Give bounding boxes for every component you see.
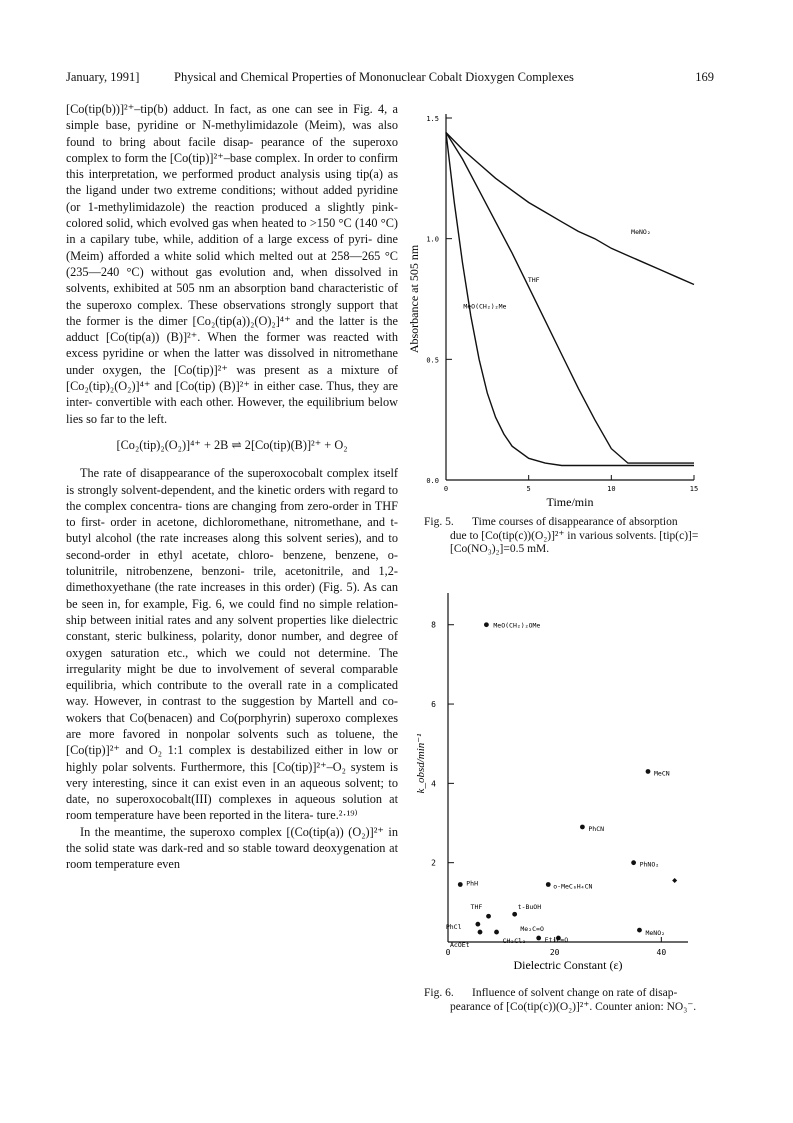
header-date: January, 1991] — [66, 70, 140, 84]
fig6-caption-line-2: pearance of [Co(tip(c))(O₂)]²⁺. Counter anion: NO₃⁻. — [450, 1000, 697, 1013]
text-line: evolved gas when heated to >150 °C (140 °C) in a — [66, 216, 398, 247]
text-line: tip(a) as the ligand under two extreme conditions; — [66, 167, 399, 198]
x-tick-label: 5 — [526, 485, 531, 493]
text-line: toward deoxygenation at room temperature even — [66, 841, 398, 872]
fig6-caption-line-1: Influence of solvent change on rate of disap- — [472, 987, 678, 999]
text-line: low or highly polar solvents. Furthermore, this — [66, 743, 399, 774]
data-point — [546, 882, 551, 887]
data-point — [536, 936, 541, 941]
x-tick-label: 10 — [607, 485, 616, 493]
text-line: room temperature have been reported in the litera- — [66, 808, 314, 823]
running-header — [66, 70, 714, 88]
point-label: MeNO₂ — [645, 929, 666, 938]
series-line — [446, 133, 694, 466]
y-axis-label: Absorbance at 505 nm — [407, 244, 421, 354]
text-line: interpretation, we performed product analysis using — [88, 167, 352, 182]
paragraph-2 — [66, 465, 398, 824]
point-label: THF — [470, 903, 483, 912]
text-line: and, when dissolved in solvents, exhibited at 505 nm — [66, 264, 398, 296]
text-line: [Co(tip) (B)]²⁺ in either case. Thus, they are inter- — [66, 379, 398, 410]
point-label: PhH — [466, 879, 479, 888]
point-label: MeCN — [654, 769, 670, 778]
data-point — [512, 912, 517, 917]
text-line: dine (Meim) afforded a white solid which melted out — [66, 232, 398, 263]
text-line: without added pyridine (or 1-methylimidazole) the — [66, 183, 398, 214]
x-tick-label: 20 — [549, 948, 560, 957]
x-tick-label: 15 — [689, 485, 699, 493]
text-line: was present as a mixture of [Co₂(tip)₂(O₂)]⁴⁺ and — [66, 362, 398, 394]
text-line: (O₂)]²⁺ in the solid state was dark-red and so stable — [66, 824, 398, 856]
text-line: below lies so far to the left. — [66, 395, 398, 426]
text-line: favored in nonpolar solvents such as toluene, the — [122, 726, 398, 741]
text-line: and Co(porphyrin) superoxo complexes are more — [66, 710, 398, 741]
text-line: latter is the adduct [Co(tip(a)) (B)]²⁺. When the former — [66, 313, 398, 345]
point-label: CH₂Cl₂ — [502, 937, 527, 946]
text-line: example, Fig. 6, we could find no simple relation- — [143, 596, 398, 611]
text-line: pearance of the superoxo complex to form the — [66, 134, 398, 165]
text-line: equilibria, which contribute to the overall rate in a — [66, 678, 333, 693]
text-line: order in acetone, dichloromethane, nitromethane, and — [110, 515, 386, 530]
paragraph-3 — [66, 824, 398, 873]
point-label: o-MeC₆H₄CN — [553, 882, 593, 891]
data-point — [484, 622, 489, 627]
text-line: [Co(tip)]²⁺ and O₂ 1:1 complex is destabilized either in — [66, 743, 359, 758]
data-point — [486, 914, 491, 919]
fig5-chart — [398, 100, 718, 515]
series-label: THF — [527, 276, 540, 285]
point-label: AcOEt — [450, 941, 470, 950]
text-line: like dielectric constant, steric bulkiness, polarity, — [66, 612, 398, 644]
text-line: benzene, benzene, o-tolunitrile, nitrobenzene, benzoni- — [66, 547, 399, 579]
text-line: capilary tube, while, addition of a large excess of pyri- — [90, 232, 373, 247]
y-tick-label: 4 — [431, 779, 436, 789]
text-line: reaction produced a slightly pink-colored solid, which — [66, 199, 398, 231]
data-point — [580, 825, 585, 830]
series-label: MeNO₂ — [631, 227, 651, 236]
text-line: at 258—265 °C (235—240 °C) without gas evolution — [66, 248, 398, 279]
data-point — [646, 769, 651, 774]
equilibrium-equation: [Co₂(tip)₂(O₂)]⁴⁺ + 2B ⇌ 2[Co(tip)(B)]²⁺ + O₂ — [116, 437, 348, 452]
text-line: convertible with each other. However, the equilibrium — [95, 395, 365, 410]
text-line: superoxocobalt(III) complexes in aqueous solution at — [116, 792, 398, 807]
x-tick-label: 40 — [656, 948, 667, 957]
text-line: dissolved in nitromethane under oxygen, the [Co(tip)]²⁺ — [66, 346, 398, 377]
text-line: ship between initial rates and any solvent properties — [66, 612, 327, 627]
text-line: which we could not determine. The irregularity — [66, 645, 398, 676]
text-line: an absorption band characteristic of the superoxo — [66, 281, 398, 312]
text-line: exist even in an aqueous solvent; to date, no — [66, 775, 398, 807]
text-line: ture.²·¹⁹⁾ — [316, 808, 358, 823]
text-line: trile, acetonitrile, and 1,2-dimethoxyethane (the rate — [66, 564, 399, 595]
paragraph-1 — [66, 101, 398, 427]
text-line: kinetic orders with regard to the complex concentra- — [66, 482, 398, 513]
point-label: Me₂C=O — [520, 925, 544, 934]
text-line: [Co(tip)]²⁺–base complex. In order to confirm this — [66, 150, 399, 182]
body-text-column — [66, 101, 398, 873]
x-tick-label: 0 — [443, 485, 449, 493]
text-line: the former is the dimer [Co₂(tip(a))₂(O)₂]⁴⁺ and the — [66, 313, 334, 328]
series-label: MeO(CH₂)₂Me — [463, 302, 507, 311]
point-label: PhCl — [445, 923, 462, 932]
data-point — [631, 860, 636, 865]
text-line: donor number, and degree of oxygen saturation etc., — [66, 629, 398, 660]
text-line: complex itself is strongly solvent-dependent, and the — [66, 466, 398, 497]
data-point — [637, 928, 642, 933]
text-line: series), and to second-order in ethyl acetate, chloro- — [66, 531, 398, 562]
y-tick-label: 0.5 — [426, 356, 439, 365]
text-line: was reacted with excess pyridine or when the latter was — [66, 330, 398, 361]
y-axis-label: k_obsd/min⁻¹ — [415, 733, 427, 794]
text-line: suggestion by Martell and co-wokers that Co(benacen) — [66, 694, 398, 725]
data-point — [458, 882, 463, 887]
data-point — [494, 930, 499, 935]
fig5-caption-line-3: [Co(NO₃)₂]=0.5 mM. — [450, 543, 550, 555]
header-title: Physical and Chemical Properties of Mononuclear Cobalt Dioxygen Complexes — [174, 70, 574, 84]
text-line: tions are changing from zero-order in THF to first- — [66, 498, 398, 530]
point-label: PhCN — [588, 824, 605, 833]
fig6-caption — [424, 987, 714, 1014]
fig6-caption-label: Fig. 6. — [424, 987, 454, 999]
text-line: might be due to involvement of several comparable — [126, 661, 399, 676]
text-line: The rate of disappearance of the superoxocobalt — [80, 466, 323, 481]
fig5-caption-label: Fig. 5. — [424, 516, 454, 528]
x-tick-label: 0 — [445, 948, 451, 957]
y-tick-label: 1.5 — [426, 115, 439, 123]
y-tick-label: 6 — [431, 700, 436, 710]
point-label: PhNO₂ — [639, 860, 660, 869]
page-number: 169 — [695, 70, 714, 84]
text-line: In the meantime, the superoxo complex [(Co(tip(a)) — [80, 824, 344, 839]
point-label: MeO(CH₂)₂OMe — [493, 621, 541, 630]
data-point — [672, 878, 677, 883]
data-point — [475, 922, 480, 927]
point-label: Et₂C=O — [544, 936, 569, 945]
text-line: complicated way. However, in contrast to the — [66, 678, 398, 709]
y-tick-label: 2 — [431, 858, 436, 868]
series-line — [446, 133, 694, 464]
text-line: Fig. 4, a simple base, pyridine or N-methylimidazole — [66, 102, 399, 133]
fig5-caption-line-2: due to [Co(tip(c))(O₂)]²⁺ in various solvents. [tip(c)]= — [450, 529, 699, 542]
text-line: complex. These observations strongly support that — [137, 297, 398, 312]
y-tick-label: 0.0 — [426, 477, 439, 485]
fig5-caption — [424, 516, 714, 557]
y-tick-label: 1.0 — [426, 235, 439, 244]
fig6-chart — [398, 585, 718, 975]
fig5-caption-line-1: Time courses of disappearance of absorption — [472, 516, 678, 528]
x-axis-label: Time/min — [546, 495, 594, 509]
x-axis-label: Dielectric Constant (ε) — [513, 958, 623, 972]
text-line: increases in this order) (Fig. 5). As can be seen in, for — [66, 580, 398, 611]
text-line: (Meim), was also found to bring about facile disap- — [66, 118, 398, 149]
text-line: [Co(tip)]²⁺–O₂ system is very interesting, since it can — [66, 759, 399, 790]
y-tick-label: 8 — [431, 620, 436, 630]
text-line: t-butyl alcohol (the rate increases along this solvent — [66, 515, 398, 546]
series-line — [446, 133, 694, 285]
point-label: t-BuOH — [517, 903, 542, 912]
text-line: [Co(tip(b))]²⁺–tip(b) adduct. In fact, as one can see in — [66, 102, 348, 116]
data-point — [478, 930, 483, 935]
